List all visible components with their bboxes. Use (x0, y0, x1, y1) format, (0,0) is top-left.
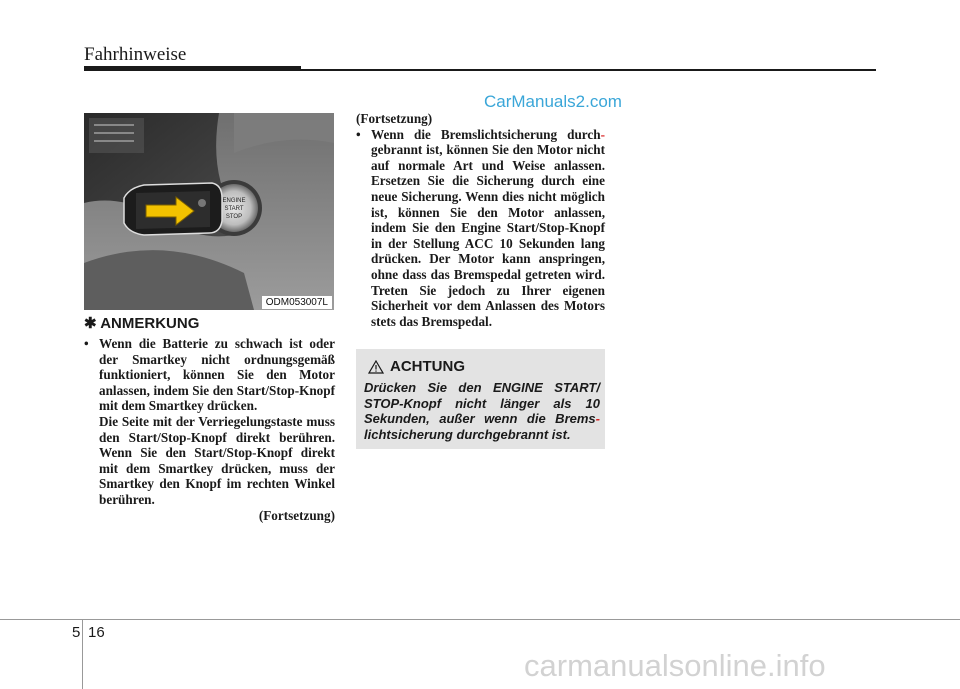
red-hyphen: - (600, 126, 605, 142)
smartkey-drawing (84, 113, 334, 310)
caution-box (356, 349, 605, 449)
warning-triangle-icon (368, 360, 384, 374)
button-label-line-1: ENGINE (222, 198, 246, 204)
note-title-text: ANMERKUNG (100, 315, 200, 332)
continuation-body (356, 111, 605, 329)
button-label-line-3: STOP (225, 214, 243, 220)
smartkey-lock-button (198, 199, 206, 207)
continuation-text-start: Wenn die Bremslichtsicherung durch (371, 126, 601, 142)
note-body (84, 336, 335, 523)
caution-text-end: lichtsicherung durchgebrannt ist. (364, 426, 571, 442)
header-rule-thick (84, 66, 301, 71)
continuation-bullet (356, 127, 605, 330)
bullet-marker: • (84, 336, 89, 351)
note-bullet-text: Wenn die Batterie zu schwach ist oder der Smartkey nicht ordnungsgemäß funktioniert, können Sie den Motor anlassen, indem Sie den Start/Stop-Knopf mit dem Smartkey drücken. (99, 336, 335, 414)
note-continued: (Fortsetzung) (258, 507, 335, 523)
continuation-text-rest: gebrannt ist, können Sie den Motor nicht auf normale Art und Weise anlassen. Ersetzen Sie die Sicherung durch eine neue Sicherung. Wenn dies nicht möglich ist, können Sie den Motor anlassen, indem Sie den Engine Start/Stop-Knopf in der Stellung ACC 10 Sekunden lang drücken. Der Motor kann anspringen, ohne dass das Bremspedal getreten wird. Treten Sie jedoch zu Ihrer eigenen Sicherheit vor dem Anlassen des Motors stets das Bremspedal. (371, 142, 605, 329)
caution-text-start: Drücken Sie den ENGINE START/ STOP-Knopf nicht länger als 10 Sekunden, außer wenn die Brems (364, 380, 600, 427)
continuation-bullet-text (371, 127, 605, 330)
page-header-title: Fahrhinweise (84, 44, 187, 65)
note-bullet (84, 336, 335, 414)
chapter-number: 5 (72, 624, 81, 641)
caution-heading (368, 358, 465, 375)
note-heading (84, 314, 199, 332)
wheel-controls (89, 118, 144, 153)
bullet-marker: • (356, 126, 361, 142)
caution-text (364, 380, 600, 442)
figure-code: ODM053007L (262, 296, 332, 309)
header-rule-thin (301, 69, 876, 71)
page-number: 16 (88, 624, 105, 641)
footer-rule (0, 619, 960, 620)
caution-title: ACHTUNG (390, 358, 465, 375)
continuation-heading: (Fortsetzung) (356, 111, 433, 126)
smartkey-illustration (84, 113, 334, 310)
asterisk-cross-icon: ✱ (84, 315, 97, 332)
note-paragraph-2: Die Seite mit der Verriegelungstaste muss den Start/Stop-Knopf direkt berühren. Wenn Sie den Start/Stop-Knopf direkt mit dem Smartkey drücken, muss der Smartkey den Knopf im rechten Winkel berühren. (99, 413, 335, 507)
button-label-line-2: START (224, 206, 244, 212)
footer-vertical-rule (82, 619, 83, 689)
caution-red-hyphen: - (595, 411, 600, 427)
watermark-top[interactable]: CarManuals2.com (484, 92, 622, 111)
watermark-bottom[interactable]: carmanualsonline.info (524, 648, 826, 683)
